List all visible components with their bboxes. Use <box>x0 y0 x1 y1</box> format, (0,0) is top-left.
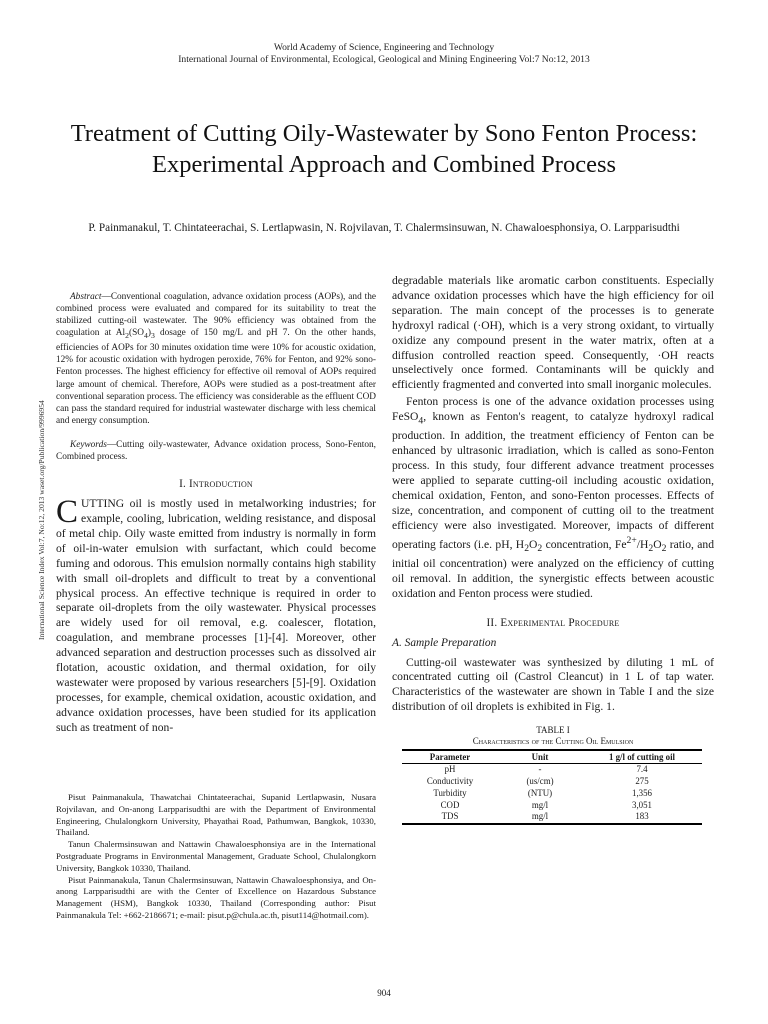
footnote: Pisut Painmanakula, Thawatchai Chintateerachai, Supanid Lertlapwasin, Nusara Rojvilavan, and On-anong Larpparisudthi are with the Department of Environmental Engineering, Chulalongkorn University, Phayathai Road, Pathumwan, Bangkok, 10330, Thailand. <box>56 792 376 838</box>
abstract-label: Abstract <box>70 292 102 302</box>
table-caption: Characteristics of the Cutting Oil Emulsion <box>472 736 634 747</box>
table-header-cell: 1 g/l of cutting oil <box>582 750 702 764</box>
table-cell: - <box>538 764 542 775</box>
author-list: P. Painmanakul, T. Chintateerachai, S. Lertlapwasin, N. Rojvilavan, T. Chalermsinsuwan, N. Chawaloesphonsiya, O. Larpparisudthi <box>88 222 680 234</box>
right-column <box>392 274 714 825</box>
journal-header-line1: World Academy of Science, Engineering and Technology <box>273 42 495 53</box>
table-row <box>402 776 702 788</box>
table-cell: (us/cm) <box>526 775 554 786</box>
table-header-cell: Unit <box>498 750 582 764</box>
table-cell: (NTU) <box>527 787 553 798</box>
table-cell: 3,051 <box>632 799 652 810</box>
table-cell: 275 <box>635 775 649 786</box>
sample-preparation-paragraph: Cutting-oil wastewater was synthesized by diluting 1 mL of concentrated cutting oil (Castrol Cleancut) in 1 L of tap water. Characteristics of the wastewater are shown in Table I and the size distribution of oil droplets is exhibited in Fig. 1. <box>392 655 714 714</box>
table-cell: Turbidity <box>433 787 467 798</box>
table-row <box>402 764 702 776</box>
keywords-label: Keywords <box>70 439 107 450</box>
section-heading-introduction: I. Introduction <box>179 478 253 491</box>
table-cell: Conductivity <box>426 775 474 786</box>
footnote: Pisut Painmanakula, Tanun Chalermsinsuwan, Nattawin Chawaloesphonsiya, and On-anong Larpparisudthi are with the Center of Excellence on Hazardous Substance Management (HSM), Bangkok 10330, Thailand (Corresponding author: Pisut Painmanakula Tel: +662-2186671; e-mail: pisut.p@chula.ac.th, pisut114@hotmail.com). <box>56 874 376 920</box>
table-cell: COD <box>440 799 460 810</box>
table-cell: mg/l <box>498 811 582 824</box>
table-header-cell: Parameter <box>402 750 498 764</box>
table-cell: 7.4 <box>636 764 648 775</box>
table-cell: 183 <box>582 811 702 824</box>
table-cell: 1,356 <box>632 787 652 798</box>
fenton-paragraph: Fenton process is one of the advance oxidation processes using FeSO$_4$, known as Fenton's reagent, to catalyze hydroxyl radical production. In addition, the treatment efficiency of Fenton can be enhanced by ultrasonic irradiation, which is called as sono-Fenton process. In this study, four different advance treatment processes were applied to separate cutting-oil including acoustic oxidation, chemical oxidation, Fenton, and sono-Fenton processes. Effects of size, concentration, and component of cutting oil to the treatment efficiency were also investigated. Moreover, impacts of different operating factors (i.e. pH, $H_2O_2$ concentration, $Fe^{2+}/H_2O_2$ ratio, and initial oil concentration) were analyzed on the efficiency of cutting oil removal. In addition, the synergistic effects between acoustic oxidation and Fenton process were studied. <box>392 395 714 600</box>
section-heading-experimental: II. Experimental Procedure <box>486 616 620 629</box>
intro-continued-paragraph: degradable materials like aromatic carbon constituents. Especially advance oxidation processes which have the high efficiency for oil separation. The main concept of the processes is to generate hydroxyl radical (·OH), which is a very strong oxidant, to virtually oxidize any compound present in the water matrix, often at a diffusion controlled reaction speed. Consequently, ·OH reacts unselectively once formed. Contaminants will be quickly and efficiently fragmented and converted into small inorganic molecules. <box>392 274 715 392</box>
characteristics-table <box>402 749 702 825</box>
table-row <box>402 800 702 812</box>
table-cell: TDS <box>402 811 498 824</box>
table-cell: mg/l <box>531 799 549 810</box>
author-footnotes <box>56 792 376 922</box>
footnote: Tanun Chalermsinsuwan and Nattawin Chawaloesphonsiya are in the International Postgraduate Programs in Environmental Management, Graduate School, Chulalongkorn University, Bangkok 10330, Thailand. <box>56 839 376 873</box>
table-row <box>402 811 702 824</box>
table-block <box>392 725 714 825</box>
introduction-paragraph: CUTTING oil is mostly used in metalworking industries; for example, cooling, lubrication, welding resistance, and disposal of metal chip. Oily waste emitted from industry is normally in form of oil-in-water emulsion with surfactant, which could become fuming and odorous. This emulsion normally contains high stability with small oil-droplets and difficult to treat by a conventional physical process. An effective technique is required in order to separate oil-droplets from the oily wastewater. Physical processes are widely used for oil removal, e.g. coalescer, flotation, coagulation, and membrane processes [1]-[4]. Moreover, other advanced separation and destruction processes such as dissolved air flotation, acoustic oxidation, and thermal oxidation, for oily wastewater were proposed by various researchers [5]-[9]. Oxidation processes, for example, chemical oxidation, acoustic oxidation, and advance oxidation processes, have been studied for its application such as treatment of non- <box>56 494 376 734</box>
left-column <box>56 291 376 736</box>
page-number: 904 <box>377 988 391 998</box>
table-cell: pH <box>444 764 456 775</box>
subsection-heading-sample: A. Sample Preparation <box>392 636 497 649</box>
drop-cap: C <box>56 494 79 531</box>
side-index-note: International Science Index Vol:7, No:12, 2013 waset.org/Publication/9996954 <box>37 400 46 640</box>
abstract: Abstract—Conventional coagulation, advance oxidation process (AOPs), and the combined process were evaluated and compared for its suitability to treat the stabilized cutting-oil wastewater. The 90% efficiency was obtained from the coagulation at $Al_2(SO_4)_3$ dosage of 150 mg/L and pH 7. On the other hands, efficiencies of AOPs for 30 minutes oxidation time were 10% for acoustic oxidation, 12% for acoustic oxidation with hydrogen peroxide, 76% for Fenton, and 92% sono-Fenton processes. The highest efficiency for effective oil removal of AOPs required large amount of chemical. Therefore, AOPs were studied as a post-treatment after conventional separation process. The efficiency was considerable as the effluent COD can pass the standard required for industrial wastewater discharge with less chemical and energy consumption. <box>56 292 377 426</box>
keywords: Keywords—Cutting oily-wastewater, Advance oxidation process, Sono-Fenton, Combined process. <box>56 439 376 462</box>
table-row <box>402 788 702 800</box>
journal-header-line2: International Journal of Environmental, Ecological, Geological and Mining Engineering Vol:7 No:12, 2013 <box>178 54 590 65</box>
table-number: TABLE I <box>536 725 570 736</box>
table-header-row <box>402 750 702 764</box>
paper-title: Treatment of Cutting Oily-Wastewater by Sono Fenton Process: Experimental Approach and Combined Process <box>70 120 698 178</box>
